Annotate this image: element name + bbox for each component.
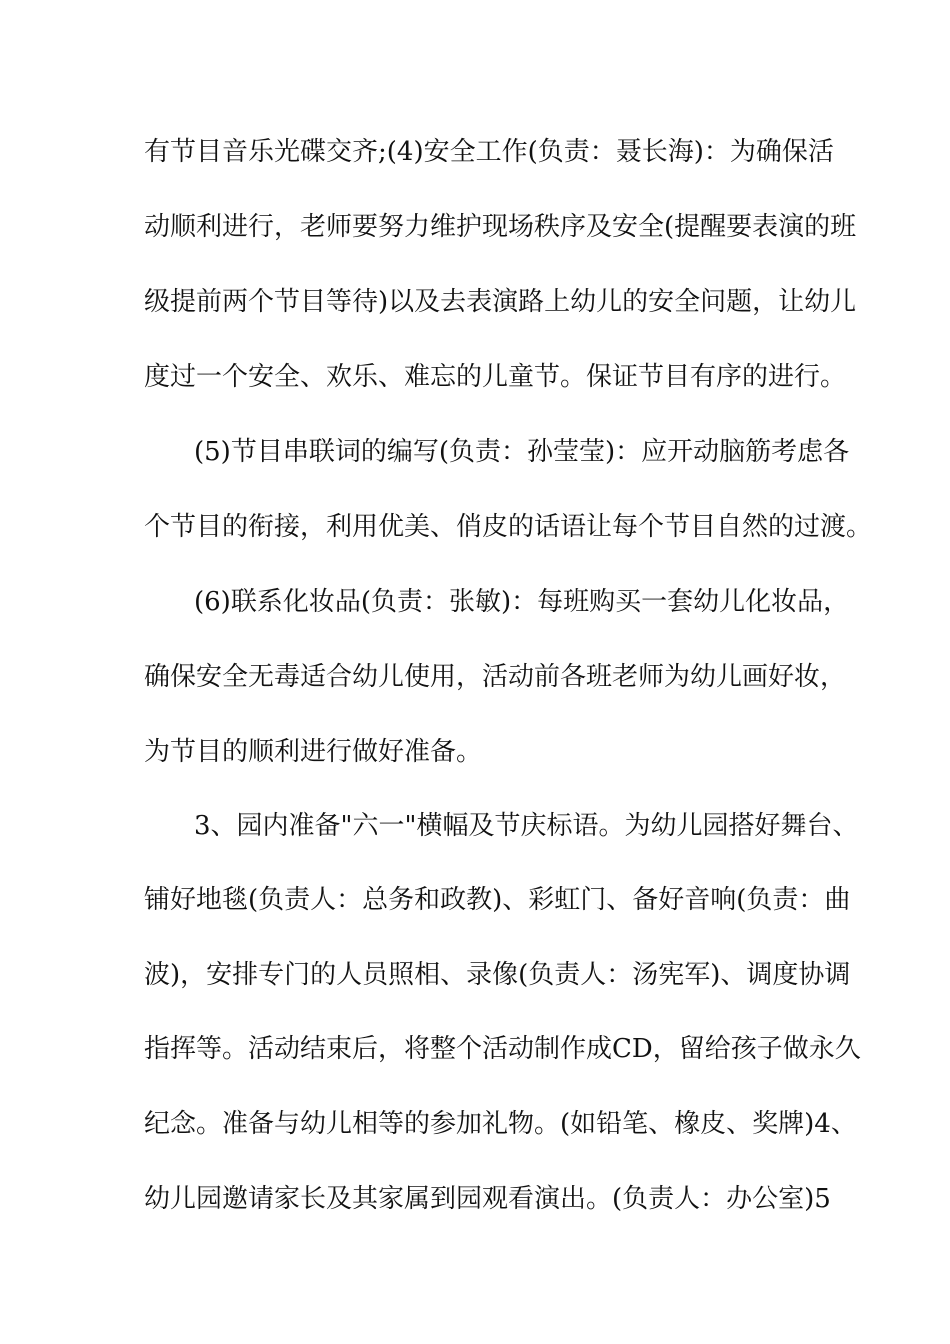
text-line: 度过一个安全、欢乐、难忘的儿童节。保证节目有序的进行。 xyxy=(144,362,847,392)
text-line: 幼儿园邀请家长及其家属到园观看演出。(负责人：办公室)5 xyxy=(144,1184,831,1214)
text-line: 有节目音乐光碟交齐;(4)安全工作(负责：聂长海)：为确保活 xyxy=(144,137,834,167)
text-line: 纪念。准备与幼儿相等的参加礼物。(如铅笔、橡皮、奖牌)4、 xyxy=(144,1109,857,1139)
text-line: 级提前两个节目等待)以及去表演路上幼儿的安全问题，让幼儿 xyxy=(144,287,857,317)
text-line: 为节目的顺利进行做好准备。 xyxy=(144,737,483,767)
text-line: 铺好地毯(负责人：总务和政教)、彩虹门、备好音响(负责：曲 xyxy=(144,885,851,915)
text-line: (6)联系化妆品(负责：张敏)：每班购买一套幼儿化妆品， xyxy=(194,587,850,617)
text-line: 确保安全无毒适合幼儿使用，活动前各班老师为幼儿画好妆， xyxy=(144,662,847,692)
text-line: 3、园内准备"六一"横幅及节庆标语。为幼儿园搭好舞台、 xyxy=(194,811,859,841)
text-line: 波)，安排专门的人员照相、录像(负责人：汤宪军)、调度协调 xyxy=(144,960,851,990)
text-line: (5)节目串联词的编写(负责：孙莹莹)：应开动脑筋考虑各 xyxy=(194,437,850,467)
text-line: 个节目的衔接，利用优美、俏皮的话语让每个节目自然的过渡。 xyxy=(144,512,873,542)
text-line: 动顺利进行，老师要努力维护现场秩序及安全(提醒要表演的班 xyxy=(144,212,857,242)
text-line: 指挥等。活动结束后，将整个活动制作成CD，留给孩子做永久 xyxy=(144,1034,861,1064)
